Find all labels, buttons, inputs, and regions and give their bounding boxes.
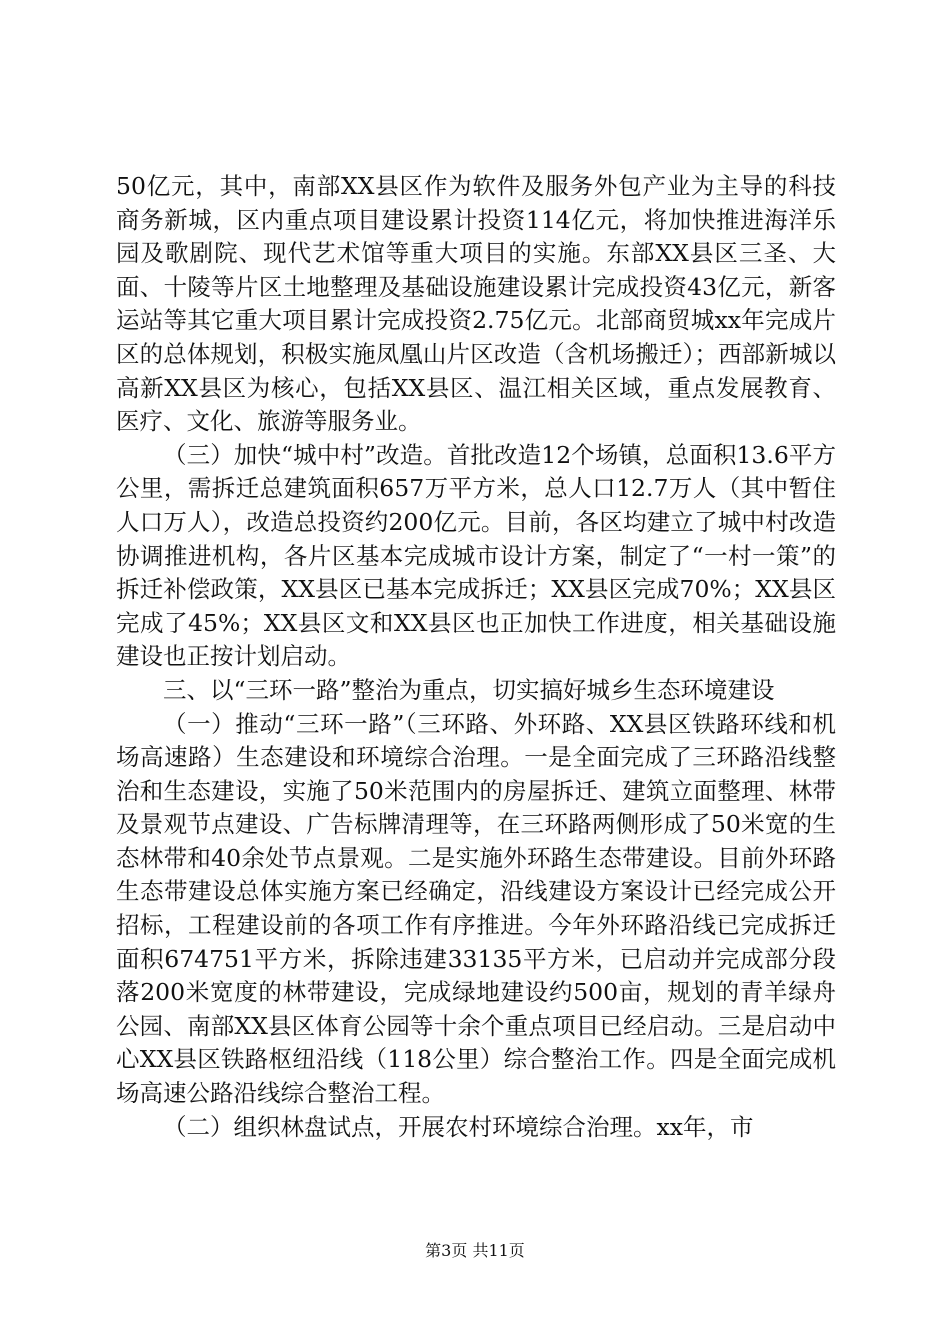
paragraph-urban-village: （三）加快“城中村”改造。首批改造12个场镇，总面积13.6平方公里，需拆迁总建筑面积657万平方米，总人口12.7万人（其中暂住人口万人），改造总投资约200亿元。目前，各区均建立了城中村改造协调推进机构，各片区基本完成城市设计方案，制定了“一村一策”的拆迁补偿政策，XX县区已基本完成拆迁；XX县区完成70%；XX县区完成了45%；XX县区文和XX县区也正加快工作进度，相关基础设施建设也正按计划启动。 xyxy=(116,440,836,671)
paragraph-forest-pilot: （二）组织林盘试点，开展农村环境综合治理。xx年，市 xyxy=(163,1112,754,1141)
page-footer: 第3页 共11页 xyxy=(425,1241,525,1260)
section-heading-three: 三、以“三环一路”整治为重点，切实搞好城乡生态环境建设 xyxy=(163,675,775,704)
document-body xyxy=(116,170,836,1144)
paragraph-continuation: 50亿元，其中，南部XX县区作为软件及服务外包产业为主导的科技商务新城，区内重点项目建设累计投资114亿元，将加快推进海洋乐园及歌剧院、现代艺术馆等重大项目的实施。东部XX县区三圣、大面、十陵等片区土地整理及基础设施建设累计完成投资43亿元，新客运站等其它重大项目累计完成投资2.75亿元。北部商贸城xx年完成片区的总体规划，积极实施凤凰山片区改造（含机场搬迁）；西部新城以高新XX县区为核心，包括XX县区、温江相关区域，重点发展教育、医疗、文化、旅游等服务业。 xyxy=(116,172,836,436)
paragraph-three-rings: （一）推动“三环一路”（三环路、外环路、XX县区铁路环线和机场高速路）生态建设和环境综合治理。一是全面完成了三环路沿线整治和生态建设，实施了50米范围内的房屋拆迁、建筑立面整理、林带及景观节点建设、广告标牌清理等，在三环路两侧形成了50米宽的生态林带和40余处节点景观。二是实施外环路生态带建设。目前外环路生态带建设总体实施方案已经确定，沿线建设方案设计已经完成公开招标，工程建设前的各项工作有序推进。今年外环路沿线已完成拆迁面积674751平方米，拆除违建33135平方米，已启动并完成部分段落200米宽度的林带建设，完成绿地建设约500亩，规划的青羊绿舟公园、南部XX县区体育公园等十余个重点项目已经启动。三是启动中心XX县区铁路枢纽沿线（118公里）综合整治工作。四是全面完成机场高速公路沿线综合整治工程。 xyxy=(116,709,836,1108)
